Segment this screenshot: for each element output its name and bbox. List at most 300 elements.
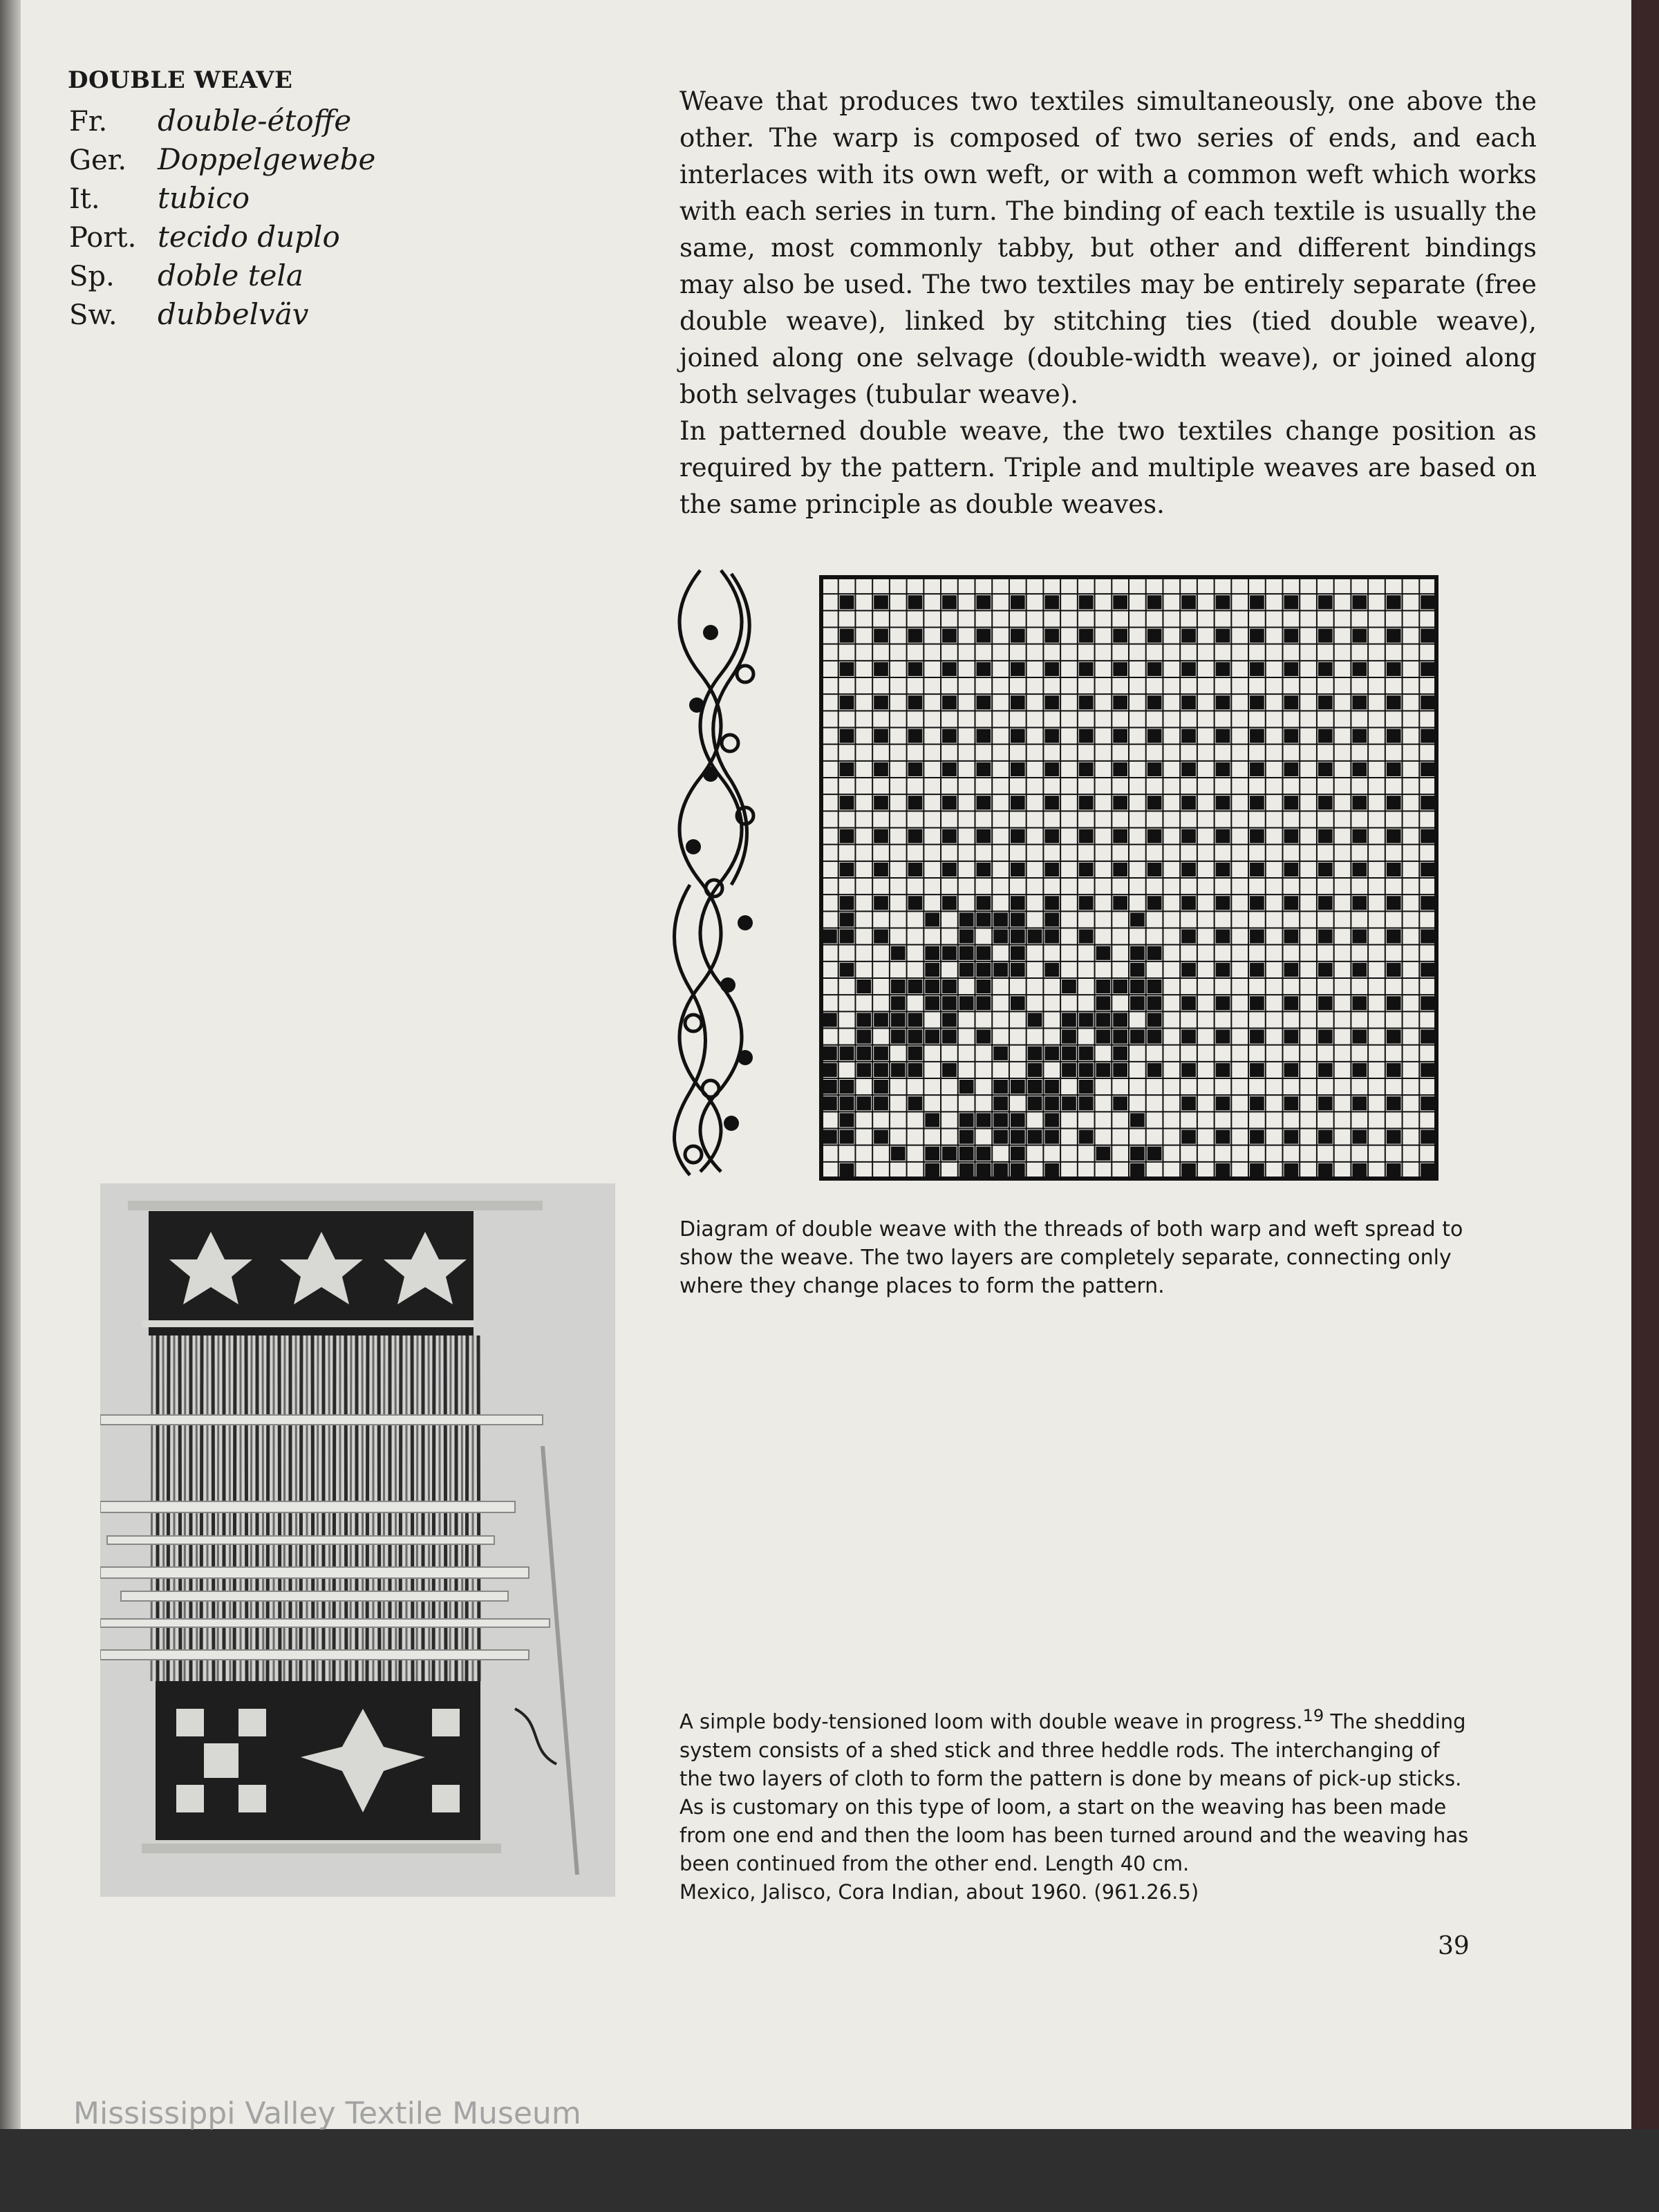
weave-cell [891, 996, 906, 1010]
weave-cell [942, 946, 957, 960]
weave-cell [1352, 863, 1367, 877]
weave-cell [977, 1163, 991, 1177]
weave-cell [1387, 629, 1401, 643]
weave-cell [1028, 930, 1042, 944]
weave-cell [1387, 695, 1401, 709]
weave-cell [942, 662, 957, 676]
weave-grid [821, 577, 1436, 1179]
weave-cell [1011, 930, 1025, 944]
weave-cell [840, 863, 854, 877]
weave-cell [1318, 595, 1333, 609]
weave-cell [959, 946, 974, 960]
weave-cell [1028, 1096, 1042, 1110]
weave-cell [925, 1030, 939, 1044]
weave-cell [942, 695, 957, 709]
weave-cell [1318, 729, 1333, 743]
weave-cell [1181, 762, 1196, 776]
weave-cell [1028, 1013, 1042, 1027]
weave-cell [1284, 930, 1299, 944]
weave-cell [1079, 595, 1094, 609]
weave-cell [1044, 1130, 1059, 1144]
weave-cell [959, 1130, 974, 1144]
weave-cell [1352, 1030, 1367, 1044]
weave-cell [1284, 595, 1299, 609]
weave-cell [891, 1030, 906, 1044]
weave-cell [1028, 1047, 1042, 1060]
weave-cell [1096, 946, 1111, 960]
weave-cell [1216, 963, 1230, 977]
weave-cell [1421, 595, 1435, 609]
weave-cell [1216, 930, 1230, 944]
weave-cell [1352, 729, 1367, 743]
weave-cell [891, 980, 906, 993]
weave-cell [1028, 1130, 1042, 1144]
weave-cell [1387, 1130, 1401, 1144]
weave-cell [1113, 830, 1127, 843]
weave-cell [1011, 963, 1025, 977]
weave-cell [1011, 896, 1025, 910]
weave-cell [1421, 629, 1435, 643]
weave-cell [1318, 930, 1333, 944]
weave-cell [1113, 863, 1127, 877]
weave-cell [993, 1163, 1008, 1177]
weave-cell [1284, 729, 1299, 743]
weave-cell [1147, 1147, 1162, 1161]
weave-cell [993, 963, 1008, 977]
translation-row [69, 297, 375, 336]
weave-cell [1250, 695, 1264, 709]
weave-cell [959, 963, 974, 977]
weave-cell [1250, 1130, 1264, 1144]
weave-cell [1181, 896, 1196, 910]
weave-cell [1147, 762, 1162, 776]
weave-cell [1284, 1163, 1299, 1177]
weave-cell [874, 662, 888, 676]
weave-cell [1130, 963, 1145, 977]
weave-cell [874, 830, 888, 843]
weave-cell [823, 1063, 837, 1077]
weave-cell [1011, 946, 1025, 960]
weave-cell [925, 996, 939, 1010]
weave-cell [856, 1096, 871, 1110]
weave-cell [1113, 896, 1127, 910]
weave-cell [1318, 1063, 1333, 1077]
weave-cell [1044, 695, 1059, 709]
weave-cell [1079, 1130, 1094, 1144]
weave-cell [1028, 1063, 1042, 1077]
weave-cell [1011, 796, 1025, 809]
weave-cell [1421, 662, 1435, 676]
weave-cell [942, 729, 957, 743]
weave-cell [1387, 896, 1401, 910]
weave-cell [925, 946, 939, 960]
weave-cell [1147, 1030, 1162, 1044]
weave-cell [1044, 1163, 1059, 1177]
weave-cell [840, 1113, 854, 1127]
weave-cell [1250, 830, 1264, 843]
weave-cell [977, 912, 991, 926]
weave-cell [874, 1063, 888, 1077]
weave-cell [908, 980, 923, 993]
weave-cell [1011, 662, 1025, 676]
weave-cell [977, 796, 991, 809]
weave-cell [908, 629, 923, 643]
translation-row [69, 181, 375, 220]
weave-cell [874, 896, 888, 910]
weave-cell [823, 1013, 837, 1027]
weave-cell [1284, 762, 1299, 776]
weave-cell [856, 1047, 871, 1060]
weave-cell [908, 762, 923, 776]
weave-cell [1147, 980, 1162, 993]
weave-cell [977, 963, 991, 977]
weave-cell [993, 1080, 1008, 1094]
weave-cell [1113, 1096, 1127, 1110]
weave-cell [1113, 729, 1127, 743]
table-surface [0, 2129, 1659, 2212]
weave-cell [1318, 662, 1333, 676]
weave-cell [1387, 996, 1401, 1010]
weave-cell [959, 1147, 974, 1161]
weave-cell [1250, 1096, 1264, 1110]
weave-cell [1147, 595, 1162, 609]
weave-cell [840, 1080, 854, 1094]
weave-cell [1181, 629, 1196, 643]
weave-cell [1079, 629, 1094, 643]
weave-cell [1352, 830, 1367, 843]
weave-cell [1044, 830, 1059, 843]
weave-cell [1011, 996, 1025, 1010]
weave-cell [1352, 595, 1367, 609]
weave-cell [891, 1013, 906, 1027]
weave-cell [1079, 896, 1094, 910]
weave-cell [959, 996, 974, 1010]
weave-cell [823, 1130, 837, 1144]
weave-cell [925, 912, 939, 926]
weave-cell [1147, 629, 1162, 643]
weave-cell [1044, 1080, 1059, 1094]
weave-cell [908, 1047, 923, 1060]
definition-text [679, 83, 1537, 523]
weave-cell [1113, 762, 1127, 776]
weave-cell [840, 930, 854, 944]
weave-cell [1044, 729, 1059, 743]
weave-cell [1147, 729, 1162, 743]
weave-cell [1216, 629, 1230, 643]
weave-cell [1147, 946, 1162, 960]
weave-cell [908, 896, 923, 910]
weave-cell [1011, 1163, 1025, 1177]
weave-cell [1011, 729, 1025, 743]
weave-cell [1147, 695, 1162, 709]
weave-cell [840, 1163, 854, 1177]
weave-cell [840, 796, 854, 809]
weave-cell [1216, 1163, 1230, 1177]
weave-cell [942, 830, 957, 843]
weave-cell [1284, 1096, 1299, 1110]
weave-cell [874, 695, 888, 709]
loom-caption-text: A simple body-tensioned loom with double weave in progress. [679, 1709, 1303, 1734]
weave-cell [1216, 1096, 1230, 1110]
weave-cell [1011, 595, 1025, 609]
weave-cell [1421, 1063, 1435, 1077]
weave-cell [942, 1030, 957, 1044]
weave-cell [908, 1096, 923, 1110]
weave-cell [1318, 1163, 1333, 1177]
weave-cell [1130, 1030, 1145, 1044]
weave-cell [1387, 729, 1401, 743]
weave-cell [1250, 729, 1264, 743]
weave-cell [1147, 996, 1162, 1010]
weave-cell [1079, 762, 1094, 776]
weave-cell [1079, 796, 1094, 809]
weave-cell [1216, 896, 1230, 910]
weave-cell [977, 996, 991, 1010]
weave-cell [1352, 1163, 1367, 1177]
weave-cell [1352, 762, 1367, 776]
weave-cell [1147, 1013, 1162, 1027]
weave-cell [1011, 863, 1025, 877]
weave-cell [1387, 662, 1401, 676]
weave-cell [1044, 912, 1059, 926]
translated-term: dubbelväv [158, 297, 309, 331]
weave-cell [891, 1063, 906, 1077]
weave-cell [1421, 1163, 1435, 1177]
weave-cell [1044, 863, 1059, 877]
language-code: It. [69, 183, 100, 215]
weave-cell [840, 830, 854, 843]
weave-cell [1181, 1030, 1196, 1044]
weave-cell [977, 1147, 991, 1161]
weave-cell [1421, 695, 1435, 709]
weave-cell [1318, 1096, 1333, 1110]
weave-cell [1079, 1080, 1094, 1094]
weave-cell [1079, 930, 1094, 944]
museum-watermark: Mississippi Valley Textile Museum [73, 2096, 581, 2131]
weave-cell [942, 1063, 957, 1077]
diagram-caption: Diagram of double weave with the threads of both warp and weft spread to show the weave. The two layers are completely separate, connecting only where they change places to form the pattern. [679, 1217, 1463, 1298]
weave-cell [1250, 595, 1264, 609]
weave-cell [1318, 629, 1333, 643]
weave-cell [1062, 1013, 1076, 1027]
weave-cell [1079, 1047, 1094, 1060]
weave-cell [874, 796, 888, 809]
weave-cell [891, 1147, 906, 1161]
language-code: Sp. [69, 261, 115, 292]
weave-cell [1421, 896, 1435, 910]
language-code: Sw. [69, 299, 118, 331]
weave-cell [908, 595, 923, 609]
translated-term: tubico [158, 181, 250, 215]
weave-cell [1011, 1113, 1025, 1127]
weave-cell [1216, 1063, 1230, 1077]
language-code: Ger. [69, 144, 127, 176]
weave-cell [1147, 830, 1162, 843]
weave-cell [840, 629, 854, 643]
translated-term: Doppelgewebe [158, 142, 376, 176]
weave-cell [1216, 1030, 1230, 1044]
weave-cell [1284, 796, 1299, 809]
weave-cell [1284, 662, 1299, 676]
weave-cell [1387, 963, 1401, 977]
weave-cell [1421, 996, 1435, 1010]
weave-cell [1113, 595, 1127, 609]
page-number: 39 [1438, 1932, 1470, 1960]
weave-cell [874, 629, 888, 643]
weave-cell [977, 1030, 991, 1044]
weave-cell [874, 729, 888, 743]
weave-cell [1352, 930, 1367, 944]
weave-cell [1318, 896, 1333, 910]
weave-cell [1216, 830, 1230, 843]
weave-cell [1318, 1130, 1333, 1144]
weave-cell [959, 1163, 974, 1177]
weave-cell [1387, 1030, 1401, 1044]
weave-cell [993, 1113, 1008, 1127]
weave-cell [1250, 996, 1264, 1010]
weave-cell [1062, 1047, 1076, 1060]
weave-cell [925, 980, 939, 993]
loom-caption [679, 1702, 1474, 1906]
weave-cell [1421, 1030, 1435, 1044]
weave-cell [874, 863, 888, 877]
weave-cell [840, 729, 854, 743]
translation-row [69, 104, 375, 142]
weave-cell [925, 1113, 939, 1127]
weave-cell [874, 762, 888, 776]
weave-cell [1011, 629, 1025, 643]
weave-cell [840, 1047, 854, 1060]
weave-cell [1011, 830, 1025, 843]
weave-cell [977, 896, 991, 910]
weave-cell [840, 1130, 854, 1144]
weave-cell [1147, 863, 1162, 877]
weave-cell [1130, 1113, 1145, 1127]
weave-cell [1062, 1063, 1076, 1077]
weave-cell [840, 1096, 854, 1110]
weave-cell [1216, 729, 1230, 743]
cross-section-illustration [675, 570, 750, 1175]
weave-cell [1079, 1096, 1094, 1110]
weave-cell [925, 1163, 939, 1177]
weave-cell [1387, 1096, 1401, 1110]
weave-cell [1130, 980, 1145, 993]
weave-cell [1387, 762, 1401, 776]
weave-cell [1250, 796, 1264, 809]
definition-paragraph: Weave that produces two textiles simultaneously, one above the other. The warp is composed of two series of ends, and each interlaces with its own weft, or with a common weft which works with each series in turn. The binding of each textile is usually the same, most commonly tabby, but other and different bindings may also be used. The two textiles may be entirely separate (free double weave), linked by stitching ties (tied double weave), joined along one selvage (double-width weave), or joined along both selvages (tubular weave). [679, 86, 1537, 409]
weave-cell [1079, 729, 1094, 743]
weave-cell [1250, 896, 1264, 910]
weave-cell [856, 1063, 871, 1077]
weave-cell [1079, 662, 1094, 676]
book-page [21, 0, 1631, 2129]
weave-cell [1044, 595, 1059, 609]
weave-cell [1028, 1080, 1042, 1094]
weave-cell [942, 896, 957, 910]
weave-cell [1011, 762, 1025, 776]
weave-cell [1352, 896, 1367, 910]
loom-photograph [100, 1183, 615, 1897]
weave-cell [1130, 912, 1145, 926]
weave-cell [908, 695, 923, 709]
weave-cell [1421, 863, 1435, 877]
weave-cell [959, 1080, 974, 1094]
translation-list [69, 104, 375, 336]
weave-cell [1421, 1130, 1435, 1144]
weave-cell [1181, 729, 1196, 743]
weave-cell [1284, 830, 1299, 843]
weave-cell [1216, 1130, 1230, 1144]
weave-cell [908, 1013, 923, 1027]
weave-cell [856, 980, 871, 993]
weave-cell [1011, 1130, 1025, 1144]
weave-cell [1352, 996, 1367, 1010]
weave-cell [1216, 996, 1230, 1010]
weave-cell [1387, 930, 1401, 944]
weave-cell [1096, 996, 1111, 1010]
weave-cell [925, 1147, 939, 1161]
weave-cell [1250, 1163, 1264, 1177]
weave-cell [1044, 963, 1059, 977]
weave-cell [1181, 695, 1196, 709]
weave-cell [874, 1013, 888, 1027]
weave-cell [1113, 662, 1127, 676]
weave-cell [1181, 796, 1196, 809]
weave-cell [977, 830, 991, 843]
weave-cell [1250, 930, 1264, 944]
weave-cell [942, 863, 957, 877]
weave-cell [874, 595, 888, 609]
weave-cell [977, 863, 991, 877]
weave-cell [1181, 996, 1196, 1010]
book-cover-edge [1631, 0, 1659, 2212]
weave-cell [1387, 1063, 1401, 1077]
weave-cell [1352, 1063, 1367, 1077]
weave-cell [977, 662, 991, 676]
weave-cell [1062, 1096, 1076, 1110]
weave-cell [1421, 796, 1435, 809]
weave-cell [1284, 863, 1299, 877]
weave-cell [823, 1096, 837, 1110]
weave-cell [908, 1030, 923, 1044]
weave-cell [1044, 1096, 1059, 1110]
weave-cell [1147, 796, 1162, 809]
weave-cell [1181, 930, 1196, 944]
weave-cell [1284, 1030, 1299, 1044]
weave-cell [1096, 1063, 1111, 1077]
weave-cell [840, 963, 854, 977]
weave-cell [1421, 830, 1435, 843]
weave-cell [1318, 830, 1333, 843]
weave-cell [942, 996, 957, 1010]
translated-term: double-étoffe [158, 104, 352, 138]
weave-cell [1216, 595, 1230, 609]
language-code: Port. [69, 222, 137, 254]
weave-cell [1147, 662, 1162, 676]
definition-paragraph: In patterned double weave, the two textiles change position as required by the pattern. Triple and multiple weaves are based on the same principle as double weaves. [679, 416, 1537, 519]
weave-cell [891, 946, 906, 960]
weave-cell [1216, 762, 1230, 776]
weave-cell [1284, 963, 1299, 977]
weave-cell [1181, 963, 1196, 977]
weave-cell [840, 595, 854, 609]
weave-cell [1044, 1113, 1059, 1127]
weave-cell [908, 729, 923, 743]
weave-cell [1284, 1063, 1299, 1077]
weave-cell [1096, 980, 1111, 993]
weave-cell [1011, 695, 1025, 709]
weave-cell [1216, 662, 1230, 676]
